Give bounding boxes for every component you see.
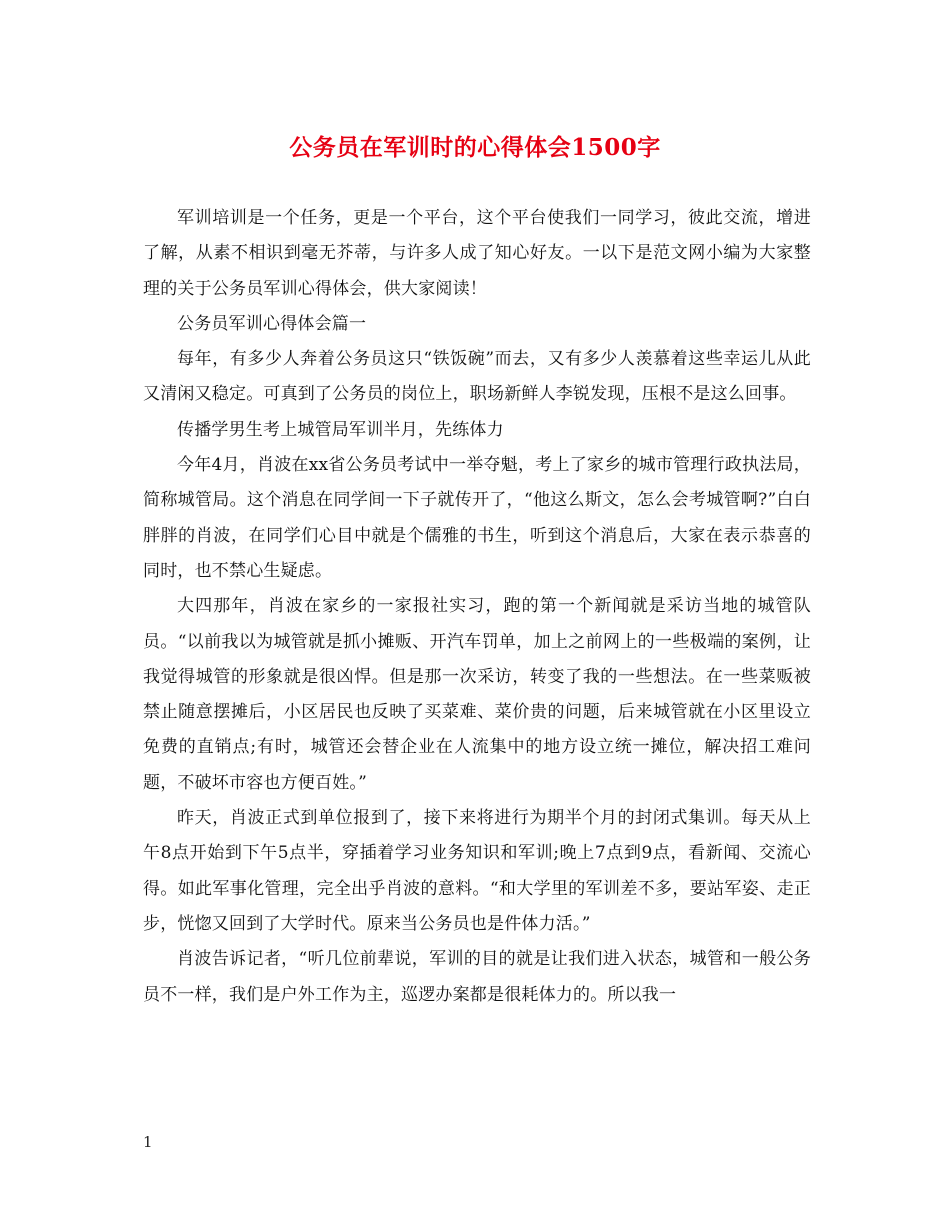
paragraph-iron-rice-bowl: 每年，有多少人奔着公务员这只“铁饭碗”而去，又有多少人羡慕着这些幸运儿从此又清闲又稳定。可真到了公务员的岗位上，职场新鲜人李锐发现，压根不是这么回事。 [143,349,811,405]
paragraph-quote: 肖波告诉记者，“听几位前辈说，军训的目的就是让我们进入状态，城管和一般公务员不一样，我们是户外工作为主，巡逻办案都是很耗体力的。所以我一 [143,949,811,1005]
paragraph-subheading: 传播学男生考上城管局军训半月，先练体力 [177,419,504,440]
paragraph-intro: 军训培训是一个任务，更是一个平台，这个平台使我们一同学习，彼此交流，增进了解，从素不相识到毫无芥蒂，与许多人成了知心好友。一以下是范文网小编为大家整理的关于公务员军训心得体会，供大家阅读！ [143,208,811,299]
paragraph-internship: 大四那年，肖波在家乡的一家报社实习，跑的第一个新闻就是采访当地的城管队员。“以前我以为城管就是抓小摊贩、开汽车罚单，加上之前网上的一些极端的案例，让我觉得城管的形象就是很凶悍。但是那一次采访，转变了我的一些想法。在一些菜贩被禁止随意摆摊后，小区居民也反映了买菜难、菜价贵的问题，后来城管就在小区里设立免费的直销点;有时，城管还会替企业在人流集中的地方设立统一摊位，解决招工难问题，不破坏市容也方便百姓。” [143,596,811,793]
document-title: 公务员在军训时的心得体会1500字 [289,134,661,161]
paragraph-training: 昨天，肖波正式到单位报到了，接下来将进行为期半个月的封闭式集训。每天从上午8点开始到下午5点半，穿插着学习业务知识和军训;晚上7点到9点，看新闻、交流心得。如此军事化管理，完全出乎肖波的意料。“和大学里的军训差不多，要站军姿、走正步，恍惚又回到了大学时代。原来当公务员也是件体力活。” [143,808,811,934]
paragraph-section-heading: 公务员军训心得体会篇一 [177,313,367,334]
page-number: 1 [143,1133,153,1151]
paragraph-exam: 今年4月，肖波在xx省公务员考试中一举夺魁，考上了家乡的城市管理行政执法局，简称城管局。这个消息在同学间一下子就传开了，“他这么斯文，怎么会考城管啊?”白白胖胖的肖波，在同学们心目中就是个儒雅的书生，听到这个消息后，大家在表示恭喜的同时，也不禁心生疑虑。 [143,455,811,581]
document-body [143,201,811,1013]
